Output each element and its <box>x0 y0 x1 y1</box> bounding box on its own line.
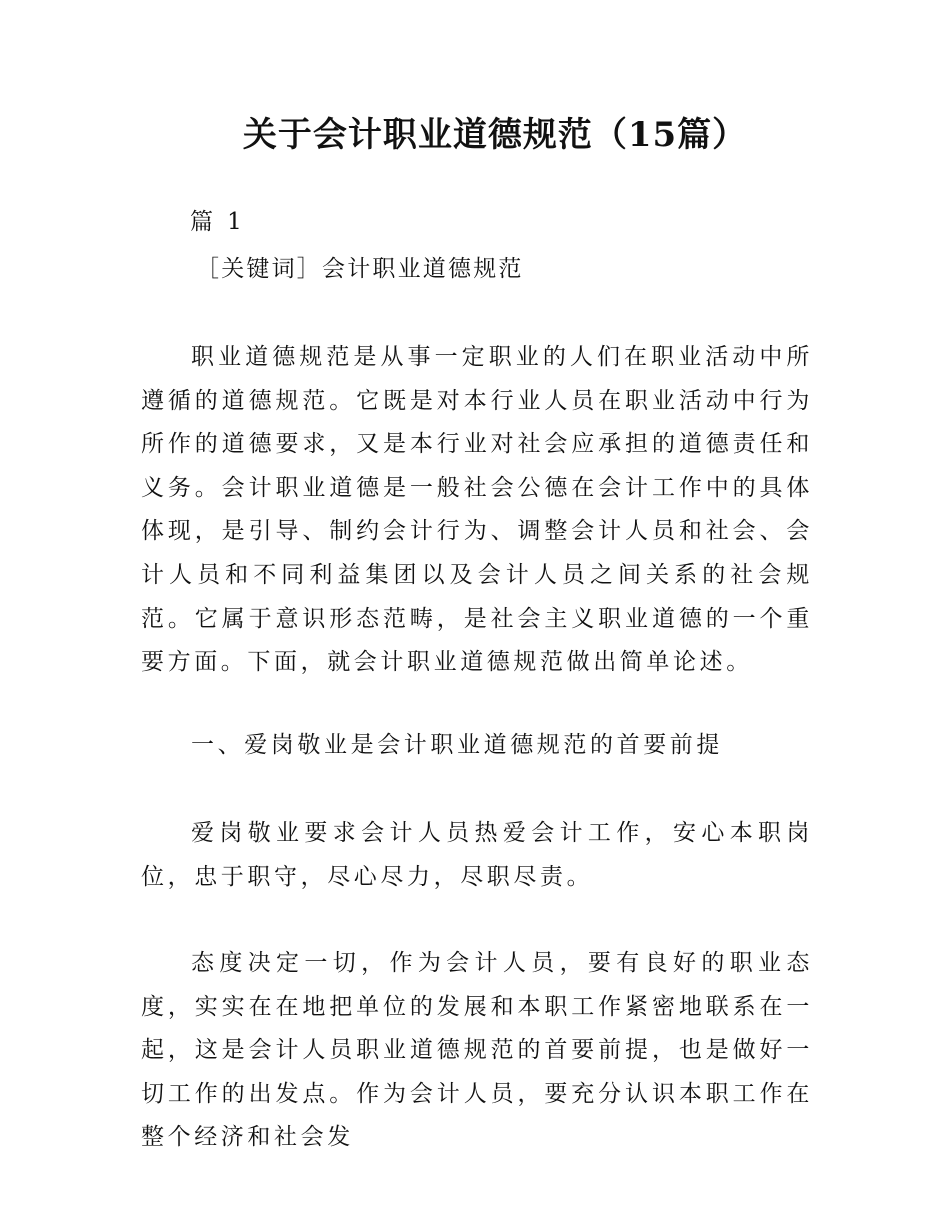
document-title: 关于会计职业道德规范（15篇） <box>242 115 748 155</box>
keywords-line: ［关键词］会计职业道德规范 <box>196 256 524 282</box>
section-heading: 一、爱岗敬业是会计职业道德规范的首要前提 <box>191 732 723 758</box>
body-paragraph: 态度决定一切，作为会计人员，要有良好的职业态度，实实在在地把单位的发展和本职工作紧密地联系在一起，这是会计人员职业道德规范的首要前提，也是做好一切工作的出发点。作为会计人员，要充分认识本职工作在整个经济和社会发 <box>141 950 813 1151</box>
section-label: 篇 1 <box>190 209 246 235</box>
body-paragraph-intro: 职业道德规范是从事一定职业的人们在职业活动中所遵循的道德规范。它既是对本行业人员在职业活动中行为所作的道德要求，又是本行业对社会应承担的道德责任和义务。会计职业道德是一般社会公德在会计工作中的具体体现，是引导、制约会计行为、调整会计人员和社会、会计人员和不同利益集团以及会计人员之间关系的社会规范。它属于意识形态范畴，是社会主义职业道德的一个重要方面。下面，就会计职业道德规范做出简单论述。 <box>141 344 813 676</box>
body-paragraph: 爱岗敬业要求会计人员热爱会计工作，安心本职岗位，忠于职守，尽心尽力，尽职尽责。 <box>141 820 813 890</box>
